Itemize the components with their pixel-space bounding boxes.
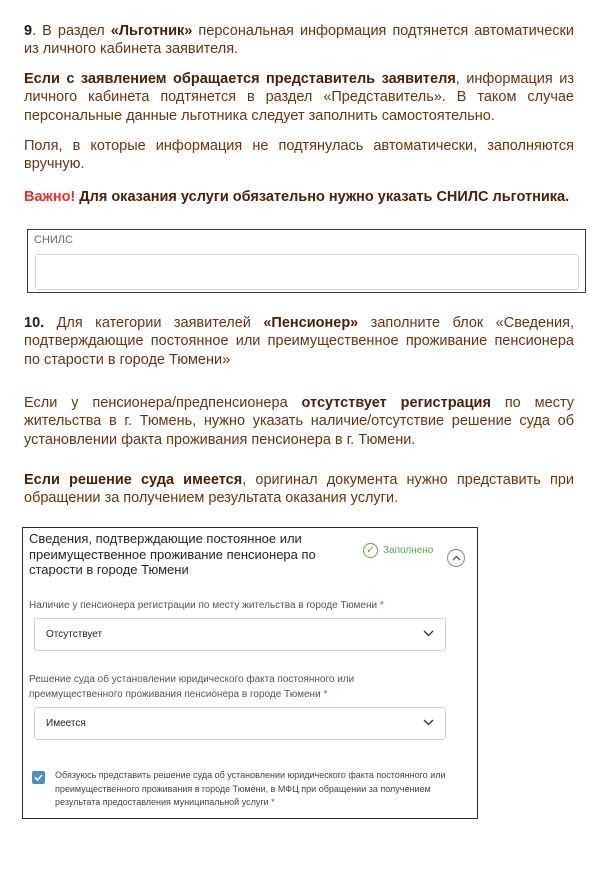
paragraph-text: заполните блок «Сведения, подтверждающие постоянное или преимущественное проживание пенсионера по старости в городе Тюмени»	[24, 315, 574, 368]
paragraph-9	[24, 22, 574, 59]
label-text: Обязуюсь представить решение суда об установлении юридического факта постоянного или преимущественного проживания в городе Тюмени, в МФЦ при обращении за получением результата предоставления муниципальной услуги	[55, 770, 446, 807]
section-name: «Льготник»	[110, 23, 193, 39]
form-title: Сведения, подтверждающие постоянное или преимущественное проживание пенсионера по старости в городе Тюмени	[29, 531, 316, 577]
paragraph-text: Если у пенсионера/предпенсионера	[24, 395, 302, 411]
paragraph-10	[24, 314, 574, 369]
required-marker: *	[379, 600, 384, 611]
bold-phrase: Для оказания услуги обязательно нужно указать СНИЛС льготника.	[75, 189, 570, 205]
required-marker: *	[271, 797, 275, 807]
paragraph-court-decision	[24, 471, 574, 508]
label-text: Наличие у пенсионера регистрации по месту жительства в городе Тюмени	[29, 600, 378, 611]
status-badge	[363, 543, 433, 558]
bold-phrase: Если решение суда имеется	[24, 472, 243, 488]
step-number: 10.	[24, 315, 45, 331]
registration-field-label	[29, 598, 449, 613]
paragraph-text: Для категории заявителей	[44, 315, 264, 331]
snils-input[interactable]	[35, 254, 579, 290]
snils-label: СНИЛС	[34, 234, 73, 246]
important-label: Важно!	[24, 189, 76, 205]
bold-phrase: Если с заявлением обращается представитель заявителя	[24, 71, 456, 87]
paragraph-registration	[24, 394, 574, 449]
paragraph-text: , оригинал документа нужно представить при обращении за получением результата оказания услуги.	[24, 472, 574, 507]
checkmark-icon	[34, 774, 43, 781]
status-label: Заполнено	[383, 545, 434, 556]
paragraph-text: персональная информация подтянется автоматически из личного кабинета заявителя.	[24, 23, 574, 58]
paragraph-text: Поля, в которые информация не подтянулась автоматически, заполняются вручную.	[24, 138, 574, 173]
selected-value: Отсутствует	[46, 629, 103, 640]
collapse-button[interactable]	[447, 549, 465, 567]
snils-field-group	[27, 229, 586, 293]
paragraph-text: . В раздел	[32, 23, 111, 39]
required-marker: *	[323, 689, 328, 700]
paragraph-text: , информация из личного кабинета подтянется в раздел «Представитель». В таком случае персональные данные льготника следует заполнить самостоятельно.	[24, 71, 574, 124]
check-circle-icon: ✓	[363, 543, 378, 558]
commitment-checkbox[interactable]	[32, 771, 45, 784]
chevron-down-icon	[423, 630, 434, 637]
step-number: 9	[24, 23, 33, 39]
court-decision-field-label	[29, 672, 449, 702]
bold-phrase: отсутствует регистрация	[301, 395, 491, 411]
commitment-label	[55, 769, 471, 810]
chevron-up-icon	[452, 555, 461, 561]
paragraph-important	[24, 188, 574, 206]
paragraph-representative	[24, 70, 574, 125]
chevron-down-icon	[423, 719, 434, 726]
label-text: Решение суда об установлении юридического факта постоянного или преимущественного проживания пенсионера в городе Тюмени	[29, 674, 355, 700]
registration-select[interactable]	[34, 618, 446, 651]
court-decision-select[interactable]	[34, 707, 446, 740]
paragraph-manual-fields	[24, 137, 574, 174]
pensioner-residence-form	[22, 527, 478, 819]
paragraph-text: по месту жительства в г. Тюмень, нужно указать наличие/отсутствие решение суда об установлении факта проживания пенсионера в г. Тюмени.	[24, 395, 574, 448]
category-name: «Пенсионер»	[263, 315, 359, 331]
selected-value: Имеется	[46, 718, 86, 729]
